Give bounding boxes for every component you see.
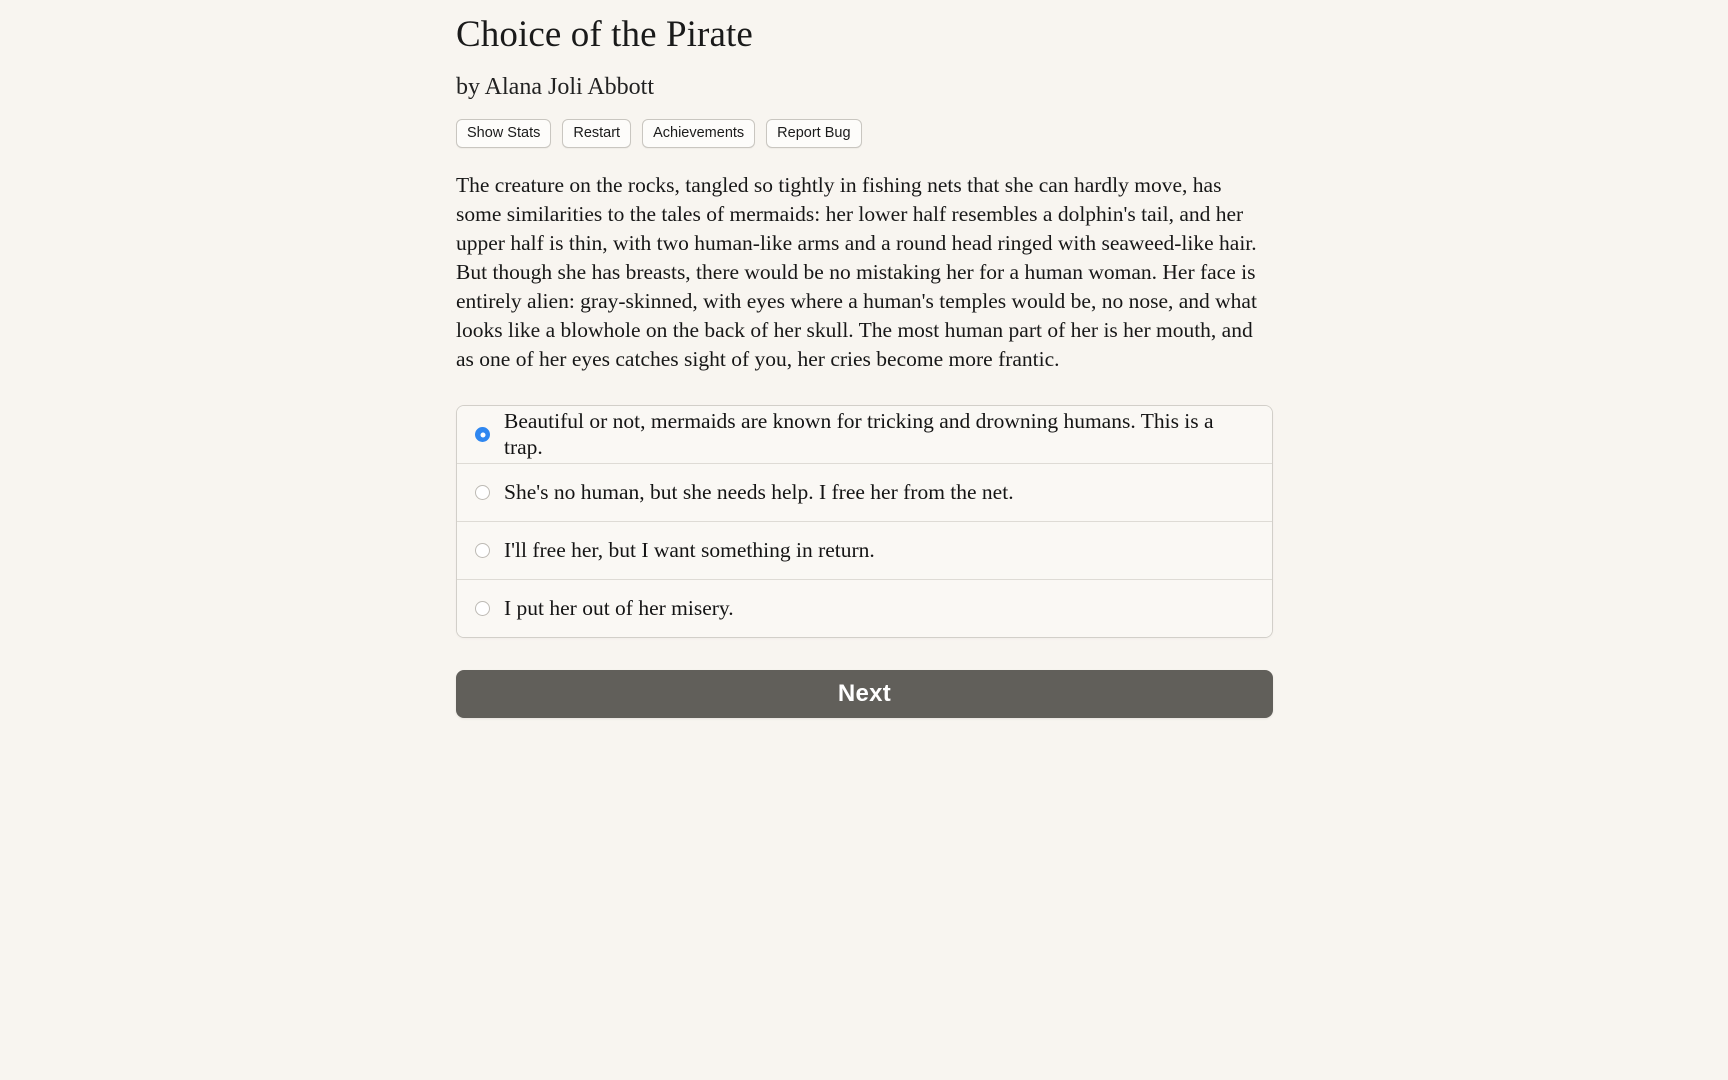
list-item[interactable] [457, 522, 1272, 580]
game-toolbar [456, 102, 1273, 148]
radio-selected-icon[interactable] [475, 427, 490, 442]
choice-label: She's no human, but she needs help. I free her from the net. [504, 479, 1014, 504]
list-item[interactable] [457, 464, 1272, 522]
show-stats-button[interactable]: Show Stats [456, 119, 551, 148]
list-item[interactable] [457, 580, 1272, 637]
report-bug-button[interactable]: Report Bug [766, 119, 861, 148]
restart-button[interactable]: Restart [562, 119, 631, 148]
list-item[interactable] [457, 406, 1272, 464]
game-content-column [456, 0, 1273, 718]
radio-unselected-icon[interactable] [475, 485, 490, 500]
next-button[interactable]: Next [456, 670, 1273, 718]
choice-label: I put her out of her misery. [504, 595, 734, 620]
page-title: Choice of the Pirate [456, 14, 753, 55]
radio-unselected-icon[interactable] [475, 601, 490, 616]
choice-list [456, 405, 1273, 638]
choice-label: I'll free her, but I want something in return. [504, 537, 875, 562]
radio-unselected-icon[interactable] [475, 543, 490, 558]
choice-label: Beautiful or not, mermaids are known for tricking and drowning humans. This is a trap. [504, 408, 1214, 459]
author-byline: by Alana Joli Abbott [456, 74, 654, 101]
achievements-button[interactable]: Achievements [642, 119, 755, 148]
story-passage: The creature on the rocks, tangled so tightly in fishing nets that she can hardly move, has some similarities to the tales of mermaids: her lower half resembles a dolphin's tail, and her upper half is thin, with two human-like arms and a round head ringed with seaweed-like hair. But though she has breasts, there would be no mistaking her for a human woman. Her face is entirely alien: gray-skinned, with eyes where a human's temples would be, no nose, and what looks like a blowhole on the back of her skull. The most human part of her is her mouth, and as one of her eyes catches sight of you, her cries become more frantic. [456, 173, 1257, 372]
